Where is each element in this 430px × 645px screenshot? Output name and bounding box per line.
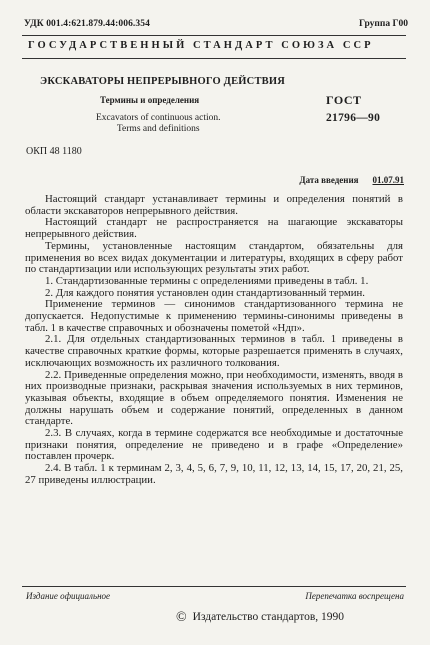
top-rule — [22, 35, 406, 36]
paragraph: 2.3. В случаях, когда в термине содержатся все необходимые и достаточные признаки понятия, определение не приведено и в графе «Определение» поставлен прочерк. — [25, 427, 403, 463]
copyright-icon: © — [176, 610, 187, 625]
paragraph: Настоящий стандарт не распространяется на шагающие экскаваторы непрерывного действия. — [25, 216, 403, 241]
document-body — [25, 194, 403, 487]
paragraph: Применение терминов — синонимов стандартизованного термина не допускается. Недопустимые к применению термины-синонимы приведены в табл. 1 в качестве справочных и обозначены пометой «Ндп». — [25, 298, 403, 334]
official-edition-note: Издание официальное — [26, 591, 111, 601]
paragraph: Настоящий стандарт устанавливает термины и определения понятий в области экскаваторов непрерывного действия. — [25, 193, 403, 217]
copyright-text: Издательство стандартов, 1990 — [192, 611, 345, 623]
paragraph: Термины, установленные настоящим стандартом, обязательны для применения во всех видах документации и литературы, входящих в сферу работ по стандартизации или использующих результаты этих работ. — [25, 239, 403, 276]
okp-code: ОКП 48 1180 — [26, 146, 82, 157]
group-code: Группа Г00 — [359, 19, 408, 29]
copyright-line — [176, 609, 344, 625]
state-standard-heading: ГОСУДАРСТВЕННЫЙ СТАНДАРТ СОЮЗА ССР — [28, 40, 374, 51]
paragraph: 2. Для каждого понятия установлен один стандартизованный термин. — [45, 286, 365, 299]
paragraph: 2.2. Приведенные определения можно, при необходимости, изменять, вводя в них производные признаки, раскрывая значения используемых в них терминов, указывая объекты, входящие в объем определяемого понятия. Изменения не должны нарушать объем и содержание понятий, определенных в данном стандарте. — [25, 368, 403, 428]
document-title: ЭКСКАВАТОРЫ НЕПРЕРЫВНОГО ДЕЙСТВИЯ — [40, 76, 285, 87]
footer-rule — [22, 586, 406, 587]
english-title — [96, 113, 221, 135]
paragraph: 1. Стандартизованные термины с определениями приведены в табл. 1. — [45, 274, 369, 287]
date-introduction — [299, 175, 404, 185]
document-subtitle: Термины и определения — [100, 95, 200, 105]
english-title-line2: Terms and definitions — [116, 124, 200, 134]
date-value: 01.07.91 — [372, 175, 404, 185]
gost-label: ГОСТ — [326, 93, 362, 107]
english-title-line1: Excavators of continuous action. — [96, 113, 221, 123]
bottom-rule — [22, 58, 406, 59]
paragraph: 2.4. В табл. 1 к терминам 2, 3, 4, 5, 6, 7, 9, 10, 11, 12, 13, 14, 15, 17, 20, 21, 25, 27 приведены иллюстрации. — [25, 462, 403, 486]
paragraph: 2.1. Для отдельных стандартизованных терминов в табл. 1 приведены в качестве справочных краткие формы, которые разрешается применять в случаях, исключающих возможность их различного толкования. — [25, 333, 403, 369]
reprint-prohibited-note: Перепечатка воспрещена — [305, 591, 404, 601]
date-label: Дата введения — [299, 175, 359, 185]
udk-code: УДК 001.4:621.879.44:006.354 — [24, 19, 150, 29]
gost-number: 21796—90 — [326, 112, 381, 124]
